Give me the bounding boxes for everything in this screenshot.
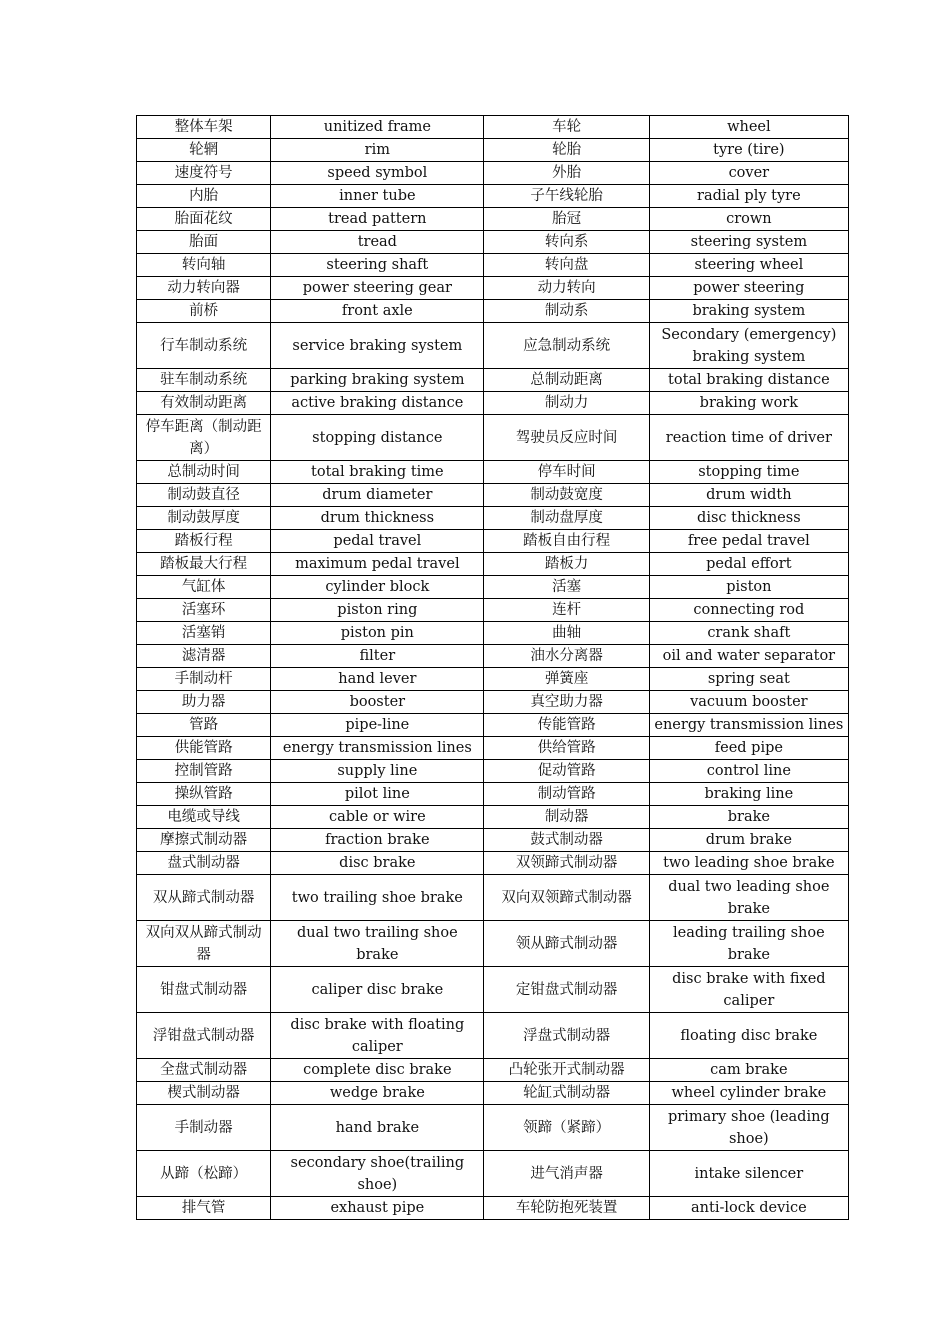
chinese-term-cell: 浮盘式制动器: [484, 1013, 649, 1059]
chinese-term-cell: 手制动器: [137, 1105, 271, 1151]
chinese-term-cell: 控制管路: [137, 760, 271, 783]
table-row: [137, 668, 849, 691]
chinese-term-cell: 内胎: [137, 185, 271, 208]
chinese-term-cell: 楔式制动器: [137, 1082, 271, 1105]
english-term-cell: total braking distance: [649, 369, 848, 392]
english-term-cell: drum diameter: [271, 484, 484, 507]
table-row: [137, 760, 849, 783]
english-term-cell: dual two trailing shoe brake: [271, 921, 484, 967]
table-row: [137, 576, 849, 599]
english-term-cell: disc brake with floating caliper: [271, 1013, 484, 1059]
chinese-term-cell: 排气管: [137, 1197, 271, 1220]
table-row: [137, 415, 849, 461]
chinese-term-cell: 盘式制动器: [137, 852, 271, 875]
table-row: [137, 599, 849, 622]
table-row: [137, 1105, 849, 1151]
english-term-cell: total braking time: [271, 461, 484, 484]
chinese-term-cell: 驻车制动系统: [137, 369, 271, 392]
chinese-term-cell: 浮钳盘式制动器: [137, 1013, 271, 1059]
english-term-cell: pedal effort: [649, 553, 848, 576]
english-term-cell: inner tube: [271, 185, 484, 208]
english-term-cell: disc brake with fixed caliper: [649, 967, 848, 1013]
table-row: [137, 737, 849, 760]
english-term-cell: pipe-line: [271, 714, 484, 737]
english-term-cell: Secondary (emergency) braking system: [649, 323, 848, 369]
chinese-term-cell: 轮辋: [137, 139, 271, 162]
table-row: [137, 852, 849, 875]
glossary-table: [136, 115, 849, 1220]
english-term-cell: cam brake: [649, 1059, 848, 1082]
table-row: [137, 967, 849, 1013]
english-term-cell: piston ring: [271, 599, 484, 622]
english-term-cell: parking braking system: [271, 369, 484, 392]
chinese-term-cell: 胎面: [137, 231, 271, 254]
chinese-term-cell: 鼓式制动器: [484, 829, 649, 852]
chinese-term-cell: 驾驶员反应时间: [484, 415, 649, 461]
english-term-cell: filter: [271, 645, 484, 668]
chinese-term-cell: 胎面花纹: [137, 208, 271, 231]
chinese-term-cell: 外胎: [484, 162, 649, 185]
chinese-term-cell: 停车时间: [484, 461, 649, 484]
english-term-cell: wedge brake: [271, 1082, 484, 1105]
table-row: [137, 645, 849, 668]
english-term-cell: leading trailing shoe brake: [649, 921, 848, 967]
chinese-term-cell: 真空助力器: [484, 691, 649, 714]
chinese-term-cell: 操纵管路: [137, 783, 271, 806]
english-term-cell: piston pin: [271, 622, 484, 645]
chinese-term-cell: 制动力: [484, 392, 649, 415]
chinese-term-cell: 活塞环: [137, 599, 271, 622]
table-row: [137, 208, 849, 231]
english-term-cell: booster: [271, 691, 484, 714]
english-term-cell: wheel: [649, 116, 848, 139]
english-term-cell: maximum pedal travel: [271, 553, 484, 576]
table-row: [137, 1197, 849, 1220]
english-term-cell: secondary shoe(trailing shoe): [271, 1151, 484, 1197]
table-row: [137, 254, 849, 277]
chinese-term-cell: 动力转向器: [137, 277, 271, 300]
table-row: [137, 323, 849, 369]
chinese-term-cell: 全盘式制动器: [137, 1059, 271, 1082]
english-term-cell: tyre (tire): [649, 139, 848, 162]
chinese-term-cell: 整体车架: [137, 116, 271, 139]
english-term-cell: connecting rod: [649, 599, 848, 622]
english-term-cell: feed pipe: [649, 737, 848, 760]
chinese-term-cell: 制动盘厚度: [484, 507, 649, 530]
chinese-term-cell: 传能管路: [484, 714, 649, 737]
english-term-cell: vacuum booster: [649, 691, 848, 714]
table-row: [137, 806, 849, 829]
chinese-term-cell: 前桥: [137, 300, 271, 323]
chinese-term-cell: 领从蹄式制动器: [484, 921, 649, 967]
table-row: [137, 622, 849, 645]
english-term-cell: unitized frame: [271, 116, 484, 139]
chinese-term-cell: 制动系: [484, 300, 649, 323]
english-term-cell: floating disc brake: [649, 1013, 848, 1059]
chinese-term-cell: 动力转向: [484, 277, 649, 300]
chinese-term-cell: 滤清器: [137, 645, 271, 668]
chinese-term-cell: 子午线轮胎: [484, 185, 649, 208]
table-row: [137, 829, 849, 852]
chinese-term-cell: 进气消声器: [484, 1151, 649, 1197]
chinese-term-cell: 电缆或导线: [137, 806, 271, 829]
chinese-term-cell: 定钳盘式制动器: [484, 967, 649, 1013]
chinese-term-cell: 轮缸式制动器: [484, 1082, 649, 1105]
english-term-cell: crown: [649, 208, 848, 231]
table-row: [137, 277, 849, 300]
table-row: [137, 392, 849, 415]
english-term-cell: active braking distance: [271, 392, 484, 415]
english-term-cell: oil and water separator: [649, 645, 848, 668]
table-row: [137, 116, 849, 139]
table-row: [137, 1059, 849, 1082]
english-term-cell: speed symbol: [271, 162, 484, 185]
english-term-cell: steering system: [649, 231, 848, 254]
english-term-cell: crank shaft: [649, 622, 848, 645]
chinese-term-cell: 手制动杆: [137, 668, 271, 691]
chinese-term-cell: 行车制动系统: [137, 323, 271, 369]
chinese-term-cell: 供能管路: [137, 737, 271, 760]
english-term-cell: intake silencer: [649, 1151, 848, 1197]
chinese-term-cell: 从蹄（松蹄）: [137, 1151, 271, 1197]
table-row: [137, 369, 849, 392]
chinese-term-cell: 制动管路: [484, 783, 649, 806]
english-term-cell: service braking system: [271, 323, 484, 369]
chinese-term-cell: 领蹄（紧蹄）: [484, 1105, 649, 1151]
chinese-term-cell: 活塞销: [137, 622, 271, 645]
chinese-term-cell: 连杆: [484, 599, 649, 622]
english-term-cell: front axle: [271, 300, 484, 323]
table-row: [137, 875, 849, 921]
english-term-cell: tread: [271, 231, 484, 254]
chinese-term-cell: 气缸体: [137, 576, 271, 599]
chinese-term-cell: 车轮防抱死装置: [484, 1197, 649, 1220]
english-term-cell: spring seat: [649, 668, 848, 691]
english-term-cell: control line: [649, 760, 848, 783]
table-row: [137, 507, 849, 530]
chinese-term-cell: 制动鼓厚度: [137, 507, 271, 530]
chinese-term-cell: 活塞: [484, 576, 649, 599]
chinese-term-cell: 踏板力: [484, 553, 649, 576]
english-term-cell: cylinder block: [271, 576, 484, 599]
chinese-term-cell: 转向盘: [484, 254, 649, 277]
english-term-cell: supply line: [271, 760, 484, 783]
chinese-term-cell: 制动鼓宽度: [484, 484, 649, 507]
chinese-term-cell: 弹簧座: [484, 668, 649, 691]
english-term-cell: stopping distance: [271, 415, 484, 461]
table-row: [137, 231, 849, 254]
english-term-cell: drum brake: [649, 829, 848, 852]
english-term-cell: stopping time: [649, 461, 848, 484]
glossary-table-body: [137, 116, 849, 1220]
english-term-cell: energy transmission lines: [649, 714, 848, 737]
chinese-term-cell: 总制动距离: [484, 369, 649, 392]
english-term-cell: exhaust pipe: [271, 1197, 484, 1220]
table-row: [137, 691, 849, 714]
chinese-term-cell: 钳盘式制动器: [137, 967, 271, 1013]
chinese-term-cell: 轮胎: [484, 139, 649, 162]
chinese-term-cell: 应急制动系统: [484, 323, 649, 369]
chinese-term-cell: 踏板最大行程: [137, 553, 271, 576]
chinese-term-cell: 曲轴: [484, 622, 649, 645]
english-term-cell: disc brake: [271, 852, 484, 875]
chinese-term-cell: 制动鼓直径: [137, 484, 271, 507]
english-term-cell: rim: [271, 139, 484, 162]
table-row: [137, 1013, 849, 1059]
english-term-cell: wheel cylinder brake: [649, 1082, 848, 1105]
english-term-cell: drum width: [649, 484, 848, 507]
table-row: [137, 530, 849, 553]
chinese-term-cell: 助力器: [137, 691, 271, 714]
chinese-term-cell: 转向轴: [137, 254, 271, 277]
table-row: [137, 461, 849, 484]
english-term-cell: braking line: [649, 783, 848, 806]
chinese-term-cell: 转向系: [484, 231, 649, 254]
chinese-term-cell: 双向双从蹄式制动器: [137, 921, 271, 967]
table-row: [137, 300, 849, 323]
english-term-cell: tread pattern: [271, 208, 484, 231]
chinese-term-cell: 摩擦式制动器: [137, 829, 271, 852]
table-row: [137, 1151, 849, 1197]
english-term-cell: caliper disc brake: [271, 967, 484, 1013]
english-term-cell: fraction brake: [271, 829, 484, 852]
english-term-cell: braking system: [649, 300, 848, 323]
english-term-cell: cover: [649, 162, 848, 185]
table-row: [137, 714, 849, 737]
english-term-cell: two leading shoe brake: [649, 852, 848, 875]
chinese-term-cell: 凸轮张开式制动器: [484, 1059, 649, 1082]
table-row: [137, 139, 849, 162]
chinese-term-cell: 踏板行程: [137, 530, 271, 553]
chinese-term-cell: 管路: [137, 714, 271, 737]
english-term-cell: piston: [649, 576, 848, 599]
table-row: [137, 553, 849, 576]
english-term-cell: hand lever: [271, 668, 484, 691]
table-row: [137, 162, 849, 185]
english-term-cell: anti-lock device: [649, 1197, 848, 1220]
chinese-term-cell: 胎冠: [484, 208, 649, 231]
english-term-cell: steering shaft: [271, 254, 484, 277]
english-term-cell: braking work: [649, 392, 848, 415]
english-term-cell: free pedal travel: [649, 530, 848, 553]
table-row: [137, 185, 849, 208]
english-term-cell: disc thickness: [649, 507, 848, 530]
english-term-cell: power steering: [649, 277, 848, 300]
chinese-term-cell: 有效制动距离: [137, 392, 271, 415]
english-term-cell: drum thickness: [271, 507, 484, 530]
chinese-term-cell: 速度符号: [137, 162, 271, 185]
english-term-cell: steering wheel: [649, 254, 848, 277]
english-term-cell: complete disc brake: [271, 1059, 484, 1082]
english-term-cell: brake: [649, 806, 848, 829]
chinese-term-cell: 促动管路: [484, 760, 649, 783]
chinese-term-cell: 总制动时间: [137, 461, 271, 484]
chinese-term-cell: 供给管路: [484, 737, 649, 760]
table-row: [137, 484, 849, 507]
chinese-term-cell: 踏板自由行程: [484, 530, 649, 553]
english-term-cell: primary shoe (leading shoe): [649, 1105, 848, 1151]
table-row: [137, 1082, 849, 1105]
chinese-term-cell: 车轮: [484, 116, 649, 139]
english-term-cell: pilot line: [271, 783, 484, 806]
chinese-term-cell: 双领蹄式制动器: [484, 852, 649, 875]
english-term-cell: dual two leading shoe brake: [649, 875, 848, 921]
chinese-term-cell: 制动器: [484, 806, 649, 829]
english-term-cell: hand brake: [271, 1105, 484, 1151]
chinese-term-cell: 双向双领蹄式制动器: [484, 875, 649, 921]
table-row: [137, 921, 849, 967]
chinese-term-cell: 油水分离器: [484, 645, 649, 668]
english-term-cell: cable or wire: [271, 806, 484, 829]
english-term-cell: radial ply tyre: [649, 185, 848, 208]
english-term-cell: reaction time of driver: [649, 415, 848, 461]
table-row: [137, 783, 849, 806]
english-term-cell: pedal travel: [271, 530, 484, 553]
english-term-cell: two trailing shoe brake: [271, 875, 484, 921]
english-term-cell: energy transmission lines: [271, 737, 484, 760]
chinese-term-cell: 停车距离（制动距离）: [137, 415, 271, 461]
chinese-term-cell: 双从蹄式制动器: [137, 875, 271, 921]
english-term-cell: power steering gear: [271, 277, 484, 300]
